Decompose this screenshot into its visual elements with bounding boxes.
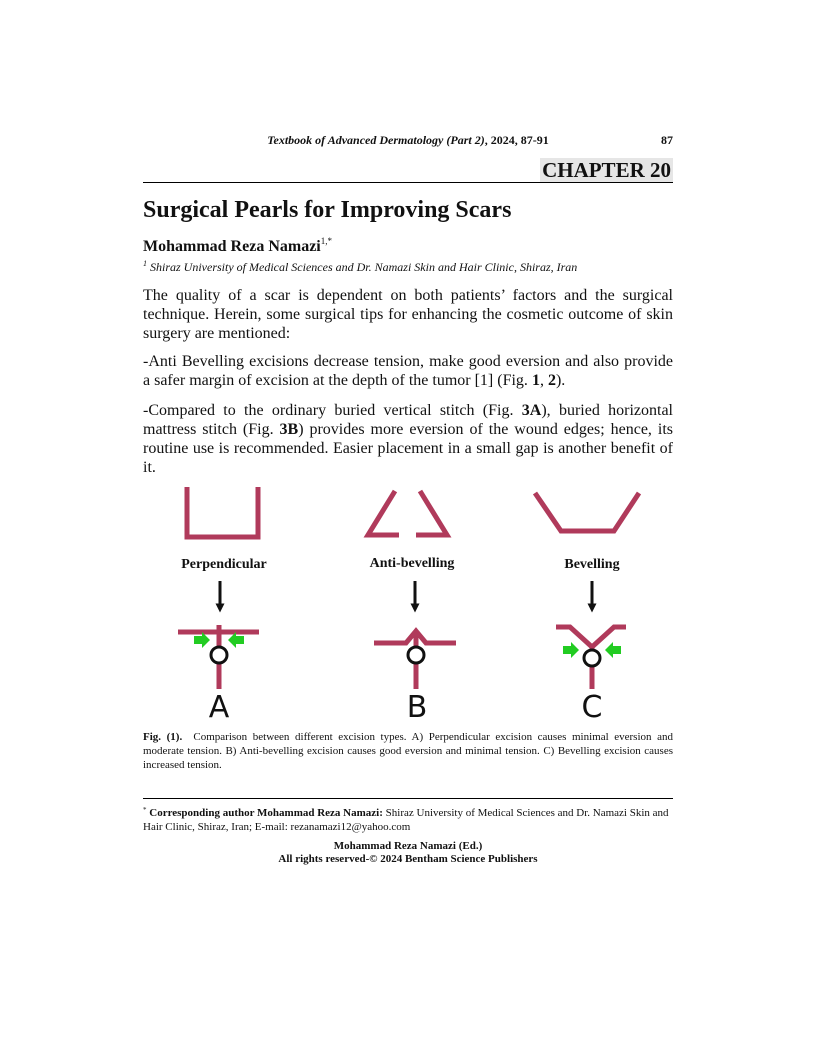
- p2-text-mid: ,: [539, 372, 548, 389]
- green-arrow-left-icon: [605, 642, 621, 658]
- suture-circle-icon: [584, 650, 600, 666]
- label-bevelling: Bevelling: [564, 557, 620, 572]
- author-line: [143, 236, 332, 256]
- green-arrow-right-icon: [563, 642, 579, 658]
- excision-types-figure: [150, 475, 666, 725]
- affiliation-text: Shiraz University of Medical Sciences and Dr. Namazi Skin and Hair Clinic, Shiraz, Iran: [150, 260, 578, 274]
- caption-text: Comparison between different excision types. A) Perpendicular excision causes minimal eversion and moderate tension. B) Anti-bevelling excision causes good eversion and minimal tension. C) Bevelling excision causes increased tension.: [143, 731, 673, 771]
- footnote-mark: *: [143, 806, 147, 814]
- fig-ref-2[interactable]: 2: [547, 372, 556, 389]
- affiliation-mark: 1: [143, 259, 147, 268]
- letter-c: C: [581, 690, 603, 725]
- suture-circle-icon: [211, 647, 227, 663]
- chapter-title: Surgical Pearls for Improving Scars: [143, 197, 512, 223]
- journal-name: Textbook of Advanced Dermatology (Part 2): [267, 133, 485, 147]
- footer-copyright: All rights reserved-© 2024 Bentham Science Publishers: [278, 853, 538, 865]
- running-head-title: [143, 133, 673, 148]
- chapter-rule: [143, 182, 673, 183]
- suture-circle-icon: [408, 647, 424, 663]
- skin-surface: [556, 627, 626, 647]
- figure-caption: [143, 730, 673, 772]
- page-footer: [143, 840, 673, 866]
- journal-year-pages: , 2024, 87-91: [484, 133, 549, 147]
- affiliation: [143, 259, 577, 275]
- bevelling-excision-shape: [535, 493, 639, 531]
- chapter-label: CHAPTER 20: [542, 158, 671, 182]
- anti-bevelling-right-edge: [416, 491, 447, 535]
- perpendicular-excision-shape: [187, 487, 258, 537]
- p2-text-before: -Anti Bevelling excisions decrease tension, make good eversion and also provide a safer margin of excision at the depth of the tumor [1] (Fig.: [143, 353, 673, 389]
- paragraph-anti-bevelling: [143, 352, 673, 390]
- excision-anti-bevelling: [368, 491, 456, 725]
- footnote-label: Corresponding author Mohammad Reza Namazi:: [149, 807, 383, 819]
- fig-ref-3a[interactable]: 3A: [521, 402, 542, 419]
- fig-ref-1[interactable]: 1: [531, 372, 540, 389]
- footer-editor: Mohammad Reza Namazi (Ed.): [333, 840, 483, 852]
- caption-label: Fig. (1).: [143, 731, 183, 743]
- p3-text-after: ) provides more eversion of the wound edges; hence, its routine use is recommended. Easier placement in a small gap is another benefit of it.: [143, 421, 673, 476]
- footnote-text: Shiraz University of Medical Sciences and Dr. Namazi Skin and Hair Clinic, Shiraz, Iran; E-mail: rezanamazi12@yahoo.com: [143, 807, 669, 833]
- excision-bevelling: [535, 493, 639, 725]
- label-anti-bevelling: Anti-bevelling: [369, 556, 455, 571]
- page-number: 87: [661, 133, 673, 147]
- excision-perpendicular: [178, 487, 267, 725]
- footnote: [143, 803, 673, 834]
- author-name: Mohammad Reza Namazi: [143, 238, 321, 255]
- letter-a: A: [208, 690, 230, 725]
- paragraph-mattress-stitch: [143, 401, 673, 477]
- label-perpendicular: Perpendicular: [181, 557, 267, 572]
- letter-b: B: [406, 690, 428, 725]
- paragraph-intro: The quality of a scar is dependent on both patients’ factors and the surgical technique. Herein, some surgical tips for enhancing the cosmetic outcome of skin surgery are mentioned:: [143, 287, 673, 342]
- p2-text-after: ).: [555, 372, 566, 389]
- anti-bevelling-left-edge: [368, 491, 399, 535]
- running-head: [143, 133, 673, 149]
- author-marks: 1,*: [320, 236, 332, 246]
- footnote-rule: [143, 798, 673, 799]
- p3-text-before: -Compared to the ordinary buried vertical stitch (Fig.: [143, 402, 522, 419]
- fig-ref-3b[interactable]: 3B: [279, 421, 299, 438]
- p3-text-mid: ), buried horizontal mattress stitch (Fig.: [143, 402, 673, 438]
